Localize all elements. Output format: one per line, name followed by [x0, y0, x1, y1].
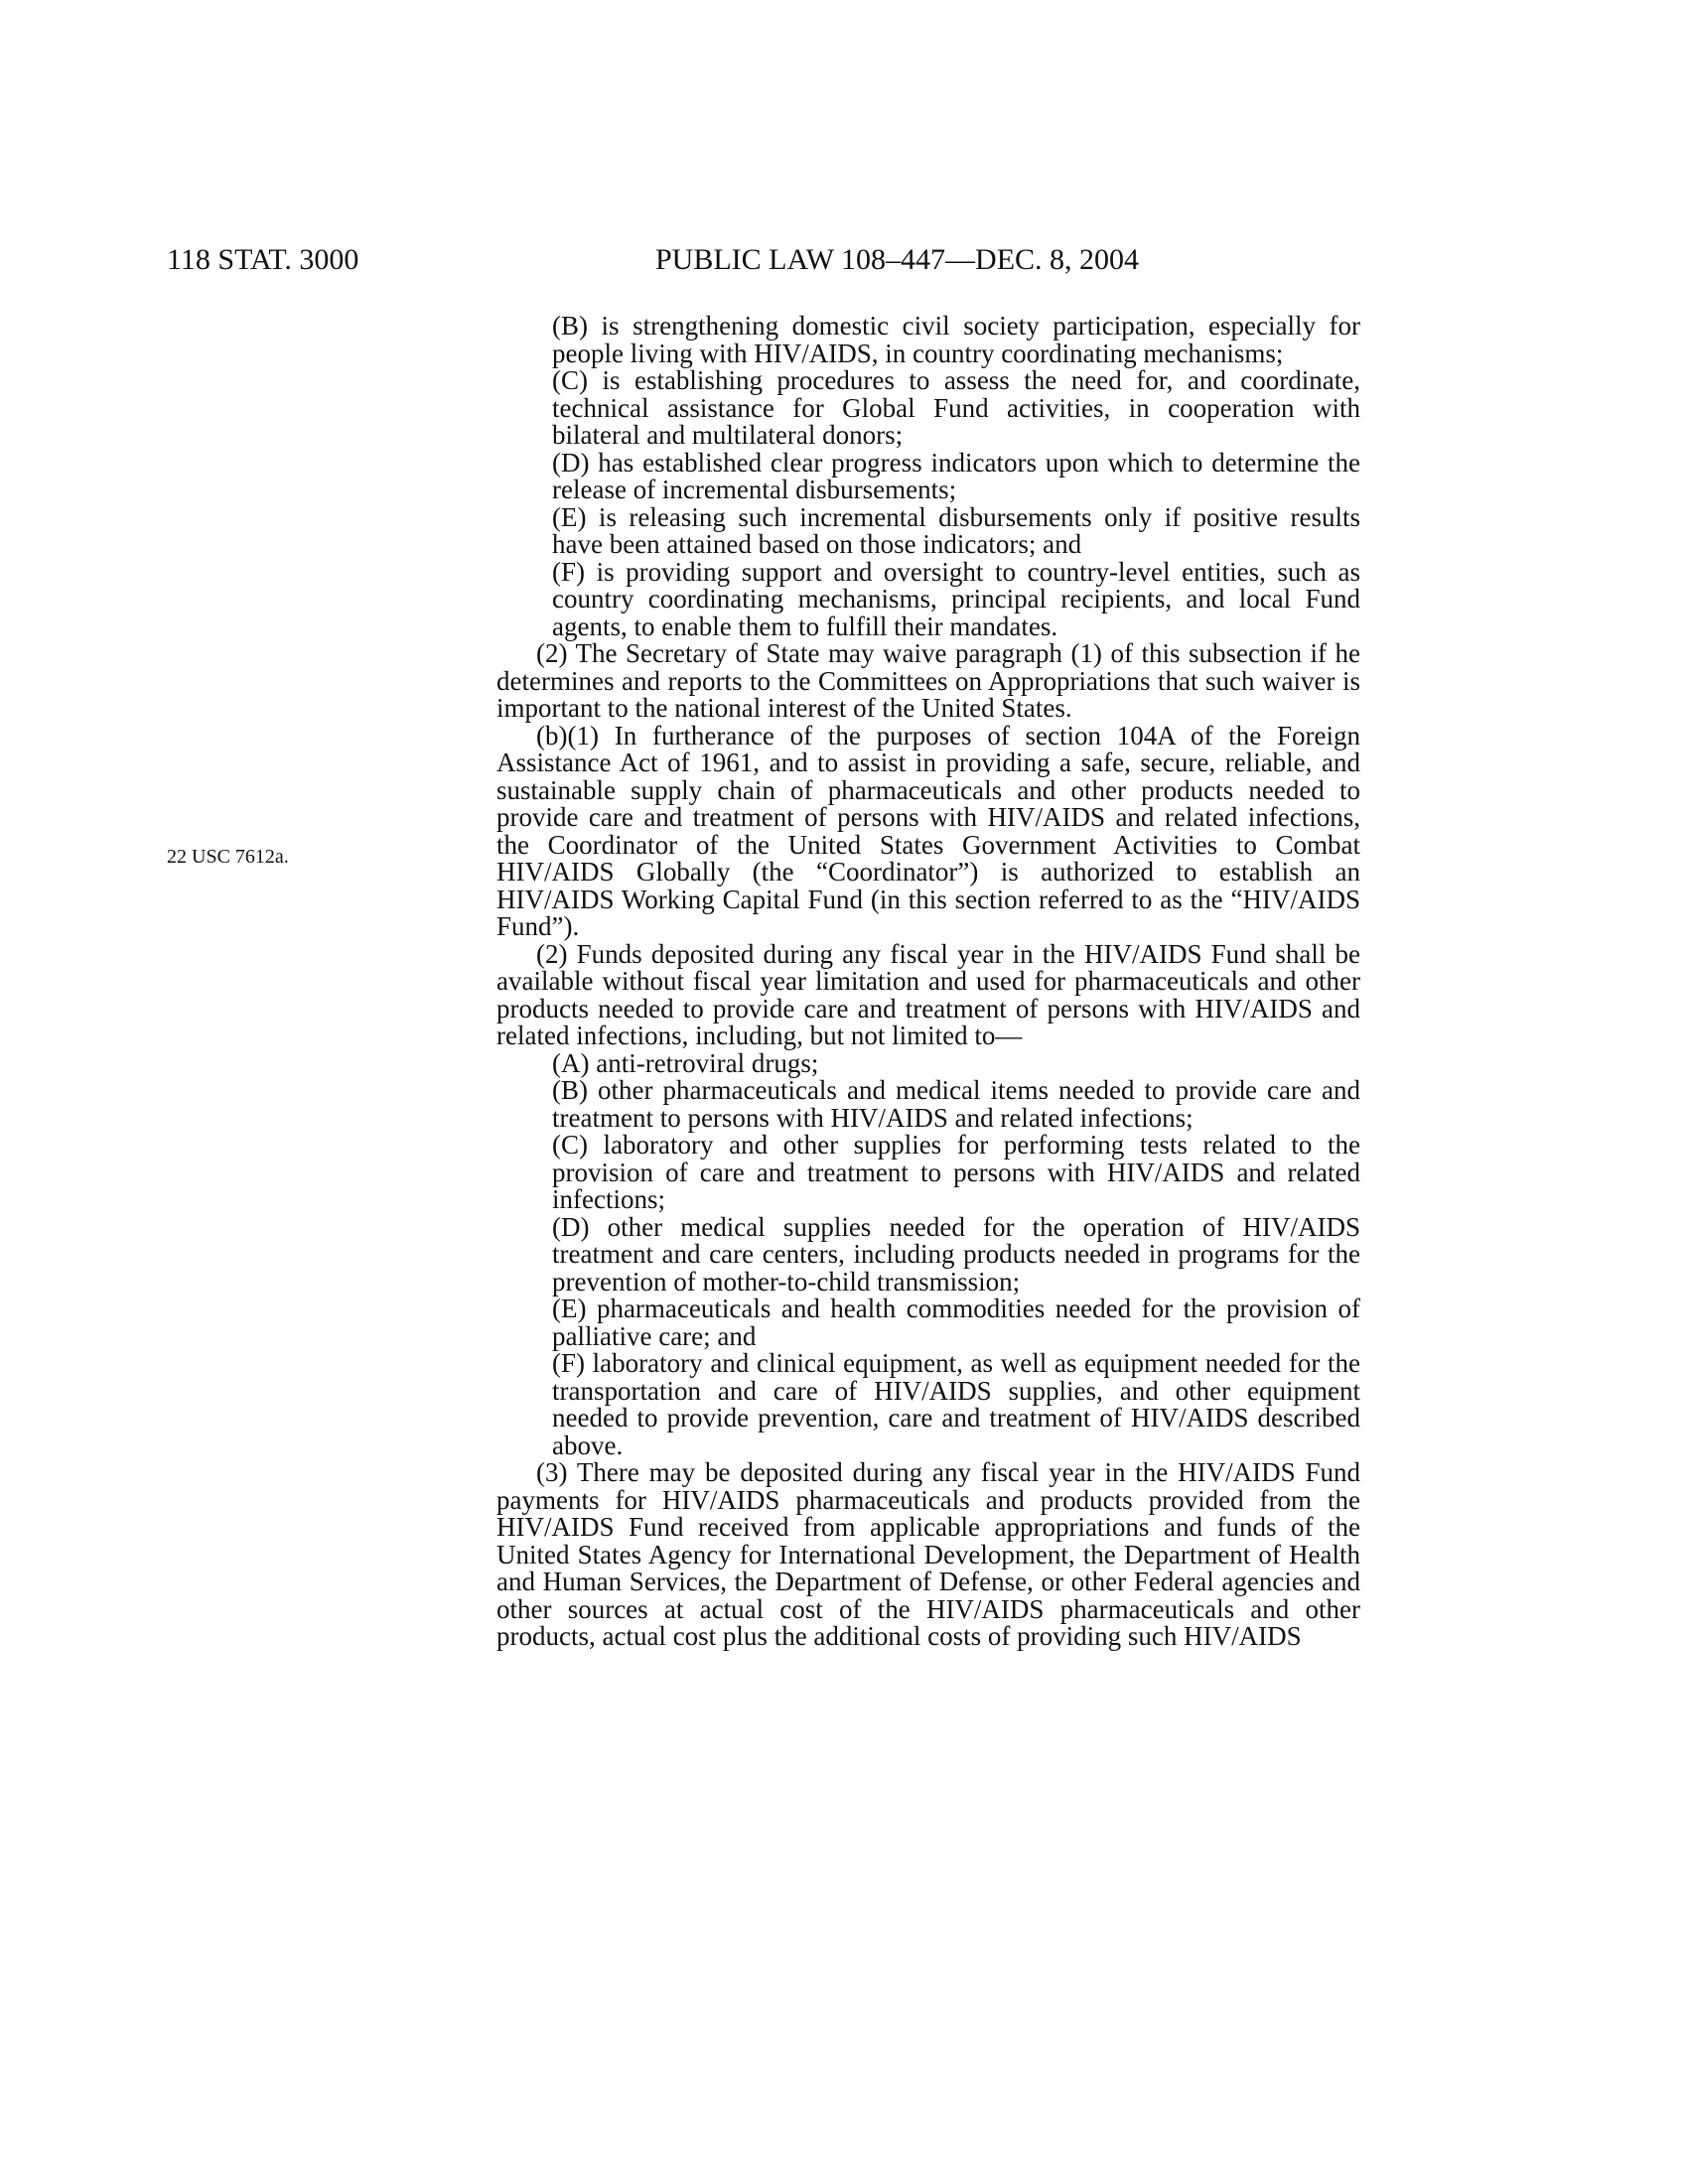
- item-e-palliative-care: (E) pharmaceuticals and health commodities needed for the provision of palliative care; and: [552, 1294, 1360, 1351]
- item-f-equipment: (F) laboratory and clinical equipment, as well as equipment needed for the transportation and care of HIV/AIDS supplies, and other equipment needed to provide prevention, care and treatment of HIV/AIDS described above.: [552, 1348, 1360, 1460]
- paragraph-3-deposits: (3) There may be deposited during any fiscal year in the HIV/AIDS Fund payments for HIV/AIDS pharmaceuticals and products provided from the HIV/AIDS Fund received from applicable appropriations and funds of the United States Agency for International Development, the Department of Health and Human Services, the Department of Defense, or other Federal agencies and other sources at actual cost of the HIV/AIDS pharmaceuticals and other products, actual cost plus the additional costs of providing such HIV/AIDS: [496, 1457, 1360, 1651]
- paragraph-f-oversight: (F) is providing support and oversight to country-level entities, such as country coordinating mechanisms, principal recipients, and local Fund agents, to enable them to fulfill their mandates.: [552, 556, 1360, 641]
- paragraph-b1-working-capital-fund: (b)(1) In furtherance of the purposes of section 104A of the Foreign Assistance Act of 1961, and to assist in providing a safe, secure, reliable, and sustainable supply chain of pharmaceuticals and other products needed to provide care and treatment of persons with HIV/AIDS and related infections, the Coordinator of the United States Government Activities to Combat HIV/AIDS Globally (the “Coordinator”) is authorized to establish an HIV/AIDS Working Capital Fund (in this section referred to as the “HIV/AIDS Fund”).: [496, 720, 1360, 941]
- paragraph-c-technical-assistance: (C) is establishing procedures to assess the need for, and coordinate, technical assistance for Global Fund activities, in cooperation with bilateral and multilateral donors;: [552, 365, 1360, 450]
- usc-margin-note: 22 USC 7612a.: [167, 846, 289, 868]
- item-d-medical-supplies: (D) other medical supplies needed for the operation of HIV/AIDS treatment and care centers, including products needed in programs for the prevention of mother-to-child transmission;: [552, 1211, 1360, 1297]
- running-header: [0, 243, 1688, 283]
- paragraph-2-funds-deposited: (2) Funds deposited during any fiscal year in the HIV/AIDS Fund shall be available without fiscal year limitation and used for pharmaceuticals and other products needed to provide care and treatment of persons with HIV/AIDS and related infections, including, but not limited to—: [496, 938, 1360, 1050]
- paragraph-e-incremental-disbursements: (E) is releasing such incremental disbursements only if positive results have been attained based on those indicators; and: [552, 501, 1360, 559]
- item-b-pharmaceuticals: (B) other pharmaceuticals and medical items needed to provide care and treatment to persons with HIV/AIDS and related infections;: [552, 1075, 1360, 1133]
- statute-body: [496, 313, 1360, 1651]
- paragraph-b-civil-society: (B) is strengthening domestic civil society participation, especially for people living with HIV/AIDS, in country coordinating mechanisms;: [552, 311, 1360, 368]
- public-law-citation: PUBLIC LAW 108–447—DEC. 8, 2004: [655, 243, 1140, 276]
- item-a-anti-retroviral: (A) anti-retroviral drugs;: [552, 1047, 819, 1078]
- paragraph-2-waiver: (2) The Secretary of State may waive paragraph (1) of this subsection if he determines and reports to the Committees on Appropriations that such waiver is important to the national interest of the United States.: [496, 638, 1360, 723]
- stat-page-number: 118 STAT. 3000: [167, 243, 359, 276]
- paragraph-d-progress-indicators: (D) has established clear progress indicators upon which to determine the release of incremental disbursements;: [552, 447, 1360, 504]
- item-c-laboratory-supplies: (C) laboratory and other supplies for performing tests related to the provision of care and treatment to persons with HIV/AIDS and related infections;: [552, 1130, 1360, 1214]
